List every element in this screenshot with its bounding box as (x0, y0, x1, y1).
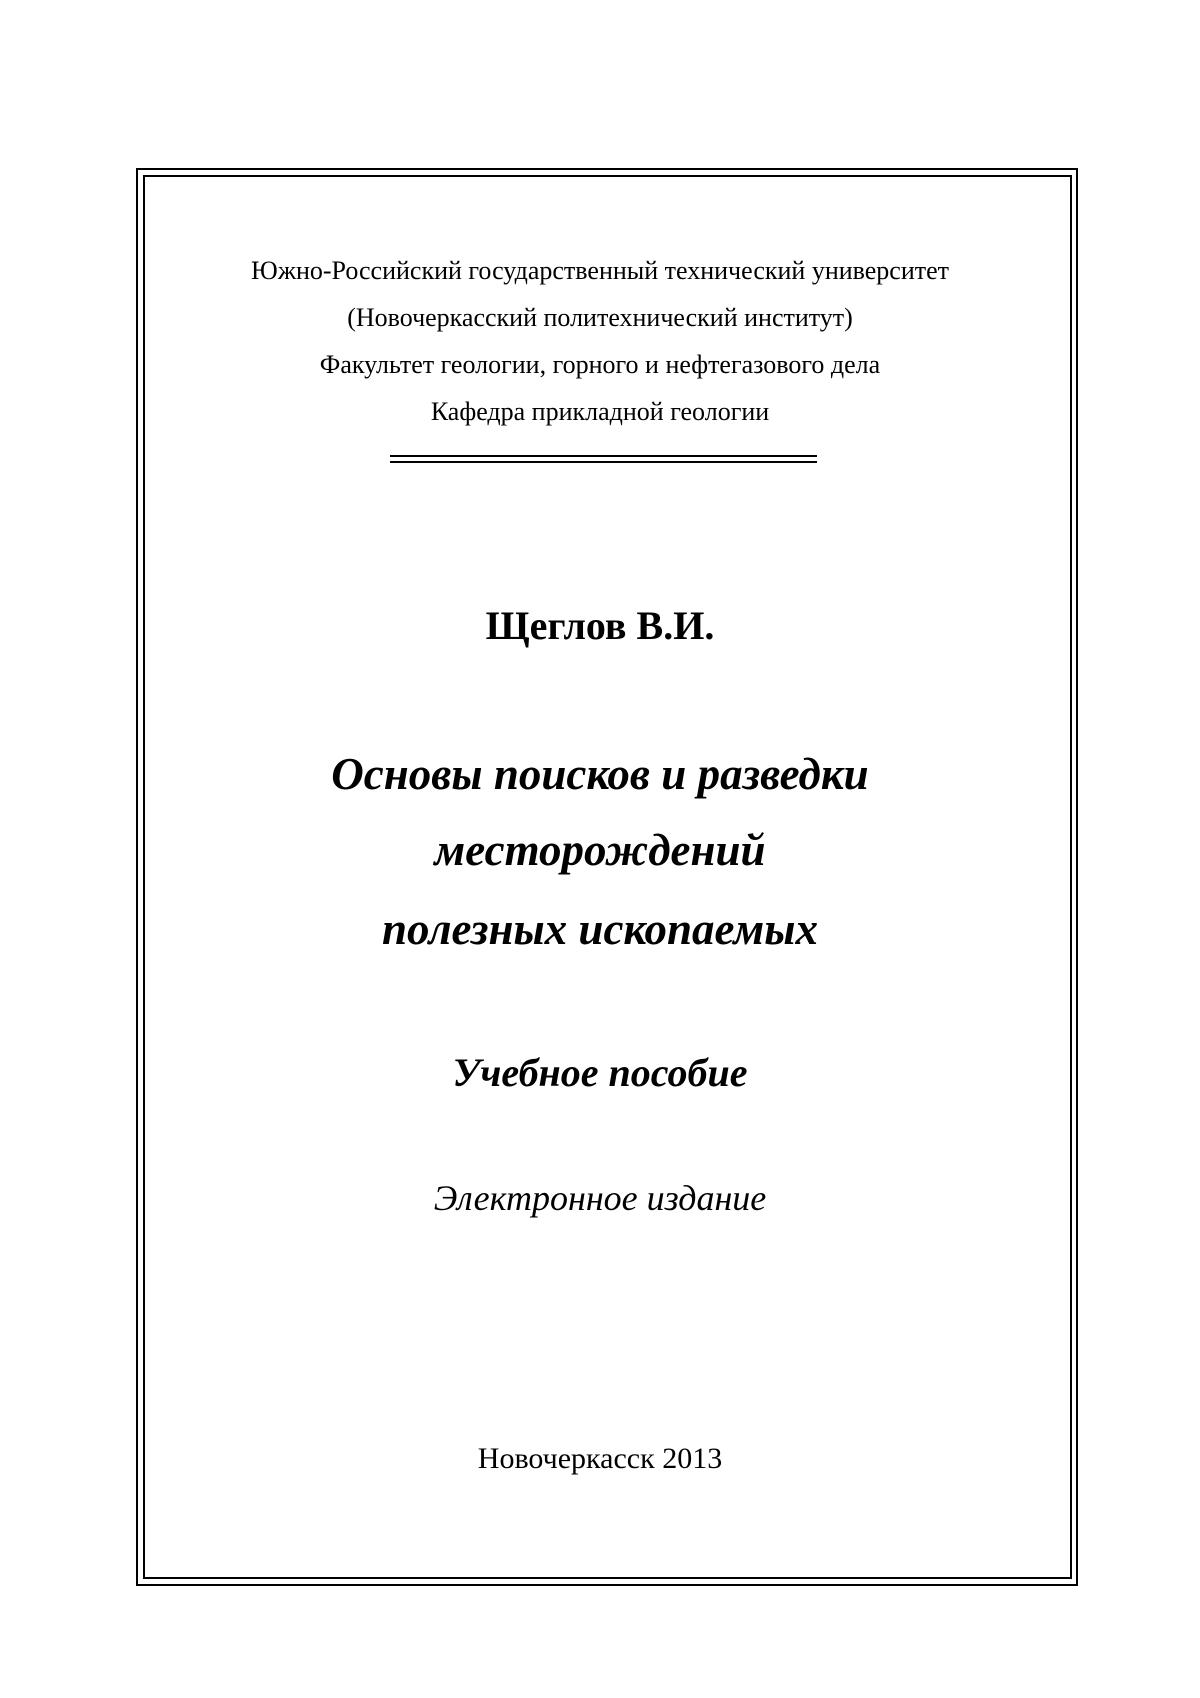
header-divider-bottom (390, 461, 817, 463)
institution-line-faculty: Факультет геологии, горного и нефтегазового дела (319, 350, 881, 379)
institution-line-institute: (Новочеркасский политехнический институт) (347, 303, 853, 332)
title-line-2: месторождений (434, 825, 766, 875)
institution-line-university: Южно-Российский государственный технический университет (250, 256, 950, 285)
institution-line-department: Кафедра прикладной геологии (430, 397, 770, 426)
edition-label: Электронное издание (433, 1178, 767, 1218)
subtitle: Учебное пособие (452, 1050, 748, 1095)
header-divider-top (390, 455, 817, 457)
author-name: Щеглов В.И. (485, 603, 715, 648)
imprint-city-year: Новочеркасск 2013 (477, 1442, 723, 1475)
title-line-3: полезных ископаемых (382, 904, 818, 954)
title-line-1: Основы поисков и разведки (331, 749, 869, 799)
